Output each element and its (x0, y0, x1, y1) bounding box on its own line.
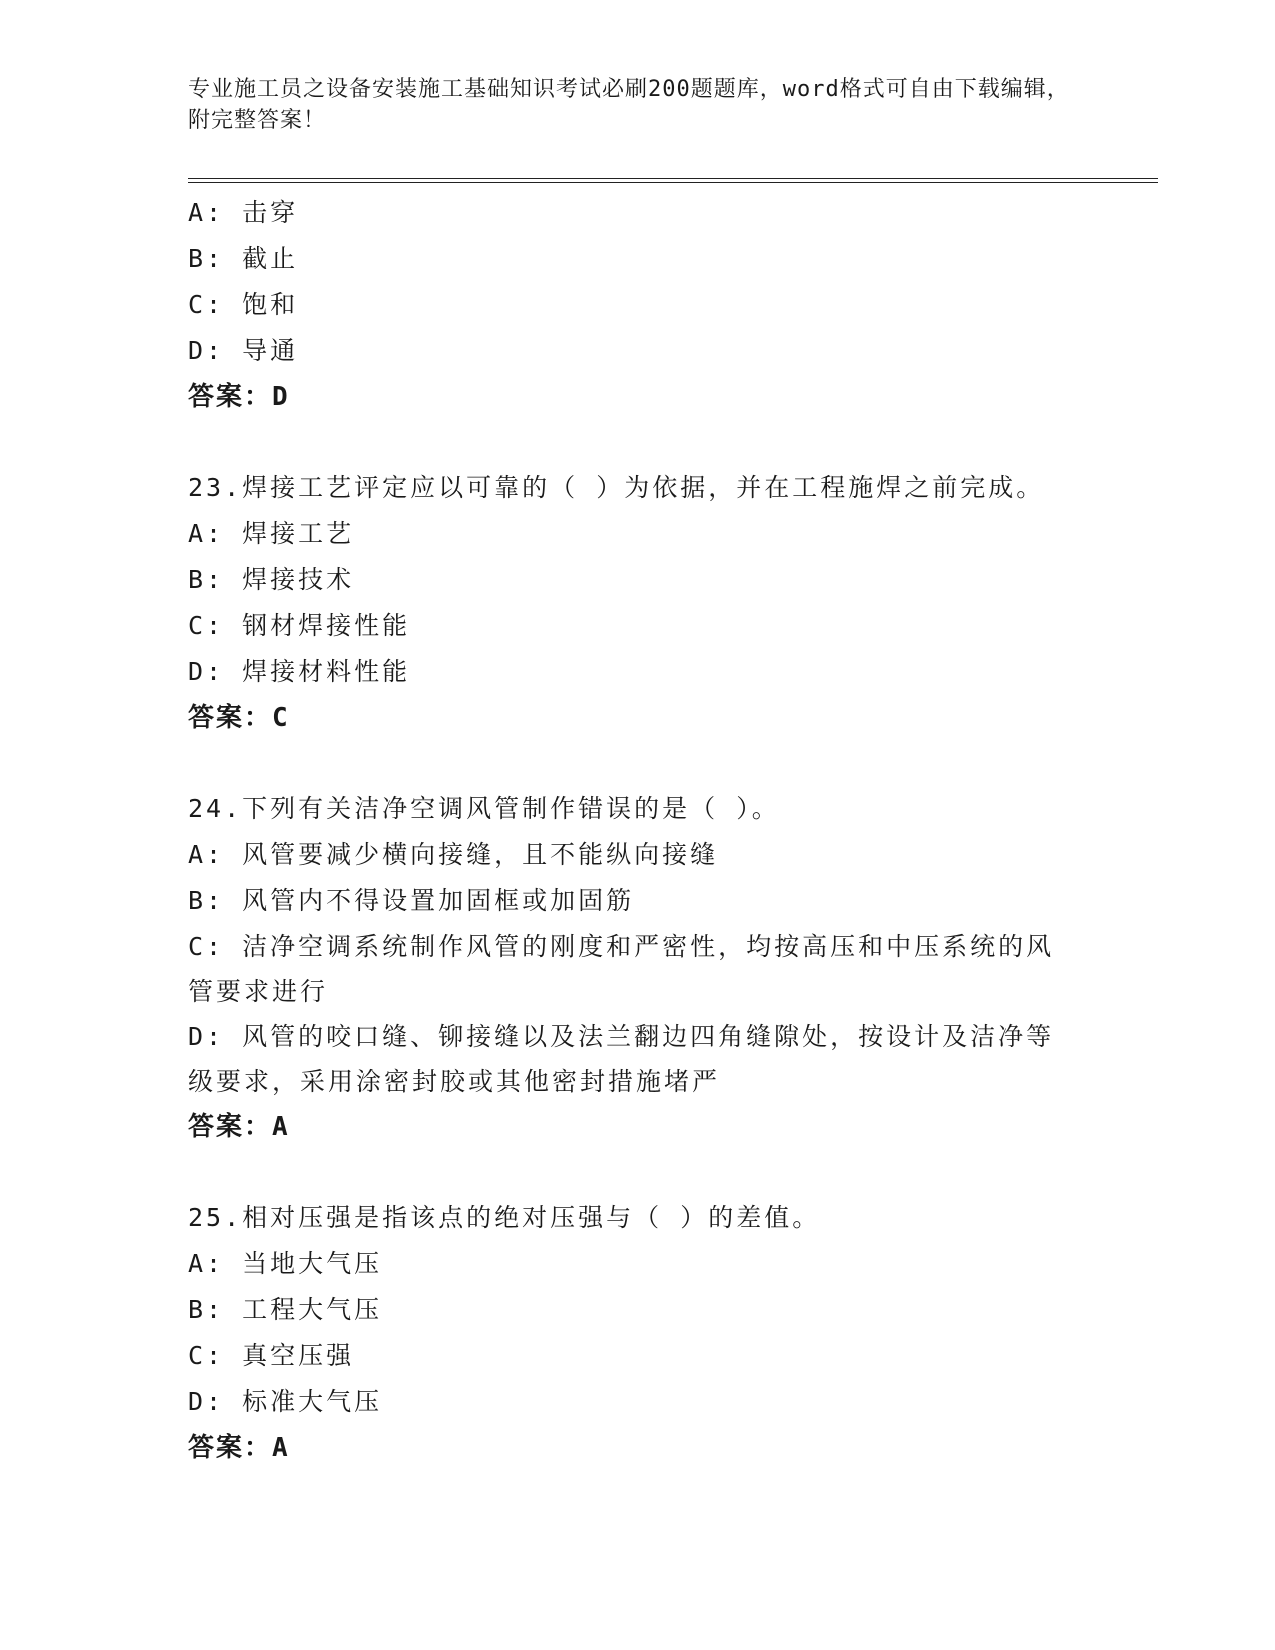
question-25 (188, 1195, 1088, 1471)
question-text: 25.相对压强是指该点的绝对压强与（ ）的差值。 (188, 1203, 821, 1232)
option-c: C: 真空压强 (188, 1341, 355, 1370)
option-c: C: 饱和 (188, 290, 299, 319)
answer: 答案：A (188, 1112, 290, 1142)
option-d: D: 导通 (188, 336, 299, 365)
answer: 答案：A (188, 1433, 290, 1463)
option-d: D: 标准大气压 (188, 1387, 383, 1416)
option-c: C: 钢材焊接性能 (188, 611, 411, 640)
answer: 答案：D (188, 382, 290, 412)
option-a: A: 当地大气压 (188, 1249, 383, 1278)
option-d: D: 焊接材料性能 (188, 657, 411, 686)
question-text: 23.焊接工艺评定应以可靠的（ ）为依据，并在工程施焊之前完成。 (188, 473, 1045, 502)
spacer (188, 741, 1088, 786)
spacer (188, 1150, 1088, 1195)
spacer (188, 420, 1088, 465)
page-header (188, 74, 1088, 136)
option-a: A: 焊接工艺 (188, 519, 355, 548)
question-text: 24.下列有关洁净空调风管制作错误的是（ ）。 (188, 794, 780, 823)
question-list (188, 190, 1088, 1471)
option-b: B: 焊接技术 (188, 565, 355, 594)
option-b: B: 工程大气压 (188, 1295, 383, 1324)
option-a: A: 击穿 (188, 198, 299, 227)
option-b: B: 截止 (188, 244, 299, 273)
question-23 (188, 465, 1088, 741)
option-a: A: 风管要减少横向接缝，且不能纵向接缝 (188, 840, 719, 869)
header-divider (188, 178, 1158, 183)
option-b: B: 风管内不得设置加固框或加固筋 (188, 886, 635, 915)
document-title: 专业施工员之设备安装施工基础知识考试必刷200题题库，word格式可自由下载编辑，附完整答案！ (188, 77, 1070, 133)
question-22 (188, 190, 1088, 420)
answer: 答案：C (188, 703, 290, 733)
option-c: C: 洁净空调系统制作风管的刚度和严密性，均按高压和中压系统的风管要求进行 (188, 932, 1055, 1006)
question-24 (188, 786, 1088, 1150)
option-d: D: 风管的咬口缝、铆接缝以及法兰翻边四角缝隙处，按设计及洁净等级要求，采用涂密封胶或其他密封措施堵严 (188, 1022, 1055, 1096)
